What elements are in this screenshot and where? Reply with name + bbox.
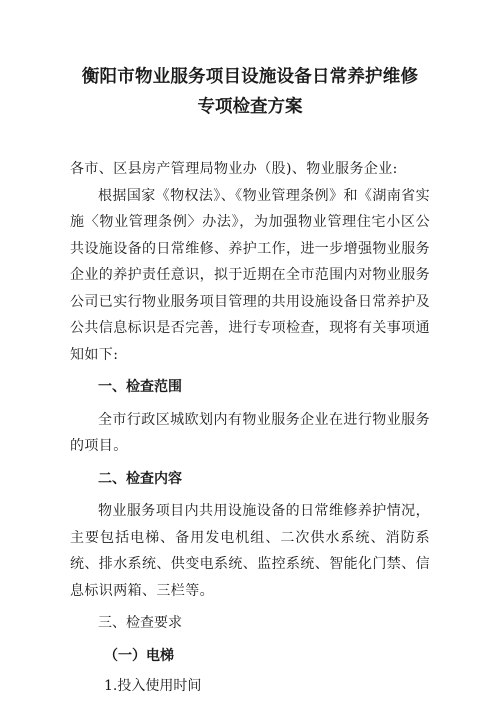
document-subtitle: 专项检查方案 xyxy=(197,97,303,117)
section-heading-scope: 一、检查范围 xyxy=(98,379,182,395)
document-title: 衡阳市物业服务项目设施设备日常养护维修 xyxy=(81,67,419,87)
subsection-heading-elevator: （一）电梯 xyxy=(104,647,174,664)
section-heading-requirements: 三、检查要求 xyxy=(98,615,182,631)
section-body-content: 物业服务项目内共用设施设备的日常维修养护情况，主要包括电梯、备用发电机组、二次供水系统、消防系统、排水系统、供变电系统、监控系统、智能化门禁、信息标识两箱、三栏等。 xyxy=(70,503,430,599)
list-item: 1.投入使用时间 xyxy=(104,678,202,694)
salutation: 各市、区县房产管理局物业办（股)、物业服务企业: xyxy=(70,161,398,177)
intro-paragraph: 根据国家《物权法》、《物业管理条例》和《湖南省实施〈物业管理条例〉办法》，为加强物业管理住宅小区公共设施设备的日常维修、养护工作，进一步增强物业服务企业的养护责任意识，拟于近期在全市范围内对物业服务公司已实行物业服务项目管理的共用设施设备日常养护及公共信息标识是否完善，进行专项检查，现将有关事项通知如下: xyxy=(70,187,430,363)
title-block xyxy=(70,0,430,122)
section-heading-content: 二、检查内容 xyxy=(98,470,182,487)
section-body-scope: 全市行政区城欧划内有物业服务企业在进行物业服务的项目。 xyxy=(70,411,430,454)
